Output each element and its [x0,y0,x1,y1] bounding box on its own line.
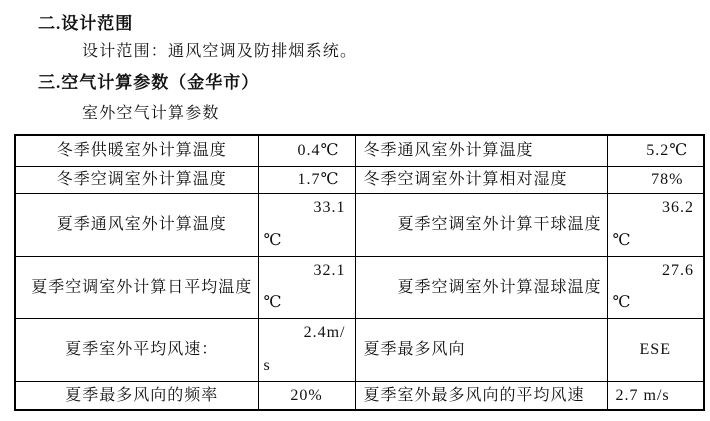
cell-text: 夏季空调室外计算湿球温度 [397,278,602,296]
cell-value-line: 36.2 [662,199,694,216]
table-cell [258,382,355,411]
cell-text: 冬季空调室外计算温度 [56,171,227,188]
cell-text: 冬季通风室外计算温度 [363,142,534,159]
table-cell [607,257,704,319]
cell-text: 冬季供暖室外计算温度 [56,142,227,159]
table-row [15,382,704,411]
cell-text: 夏季最多风向的频率 [65,386,219,404]
cell-text: 5.2℃ [646,142,689,159]
cell-value-line: ℃ [612,294,632,311]
table-cell [258,257,355,319]
outdoor-air-parameters-table [14,134,705,411]
table-row [15,194,704,257]
cell-value-line: 33.1 [313,199,346,216]
cell-text: 20% [290,386,323,404]
cell-value-line: s [263,357,271,374]
table-cell [607,135,704,167]
table-cell [355,319,607,382]
table-cell [15,135,258,167]
table-row [15,257,704,319]
table-row [15,135,704,167]
table-caption: 室外空气计算参数 [82,105,220,122]
cell-text: 2.7 m/s [615,386,670,404]
table-body [15,135,704,410]
table-cell [355,167,607,194]
cell-text: 夏季通风室外计算温度 [56,216,227,233]
cell-text: 1.7℃ [297,171,340,188]
cell-value-line: 27.6 [662,262,694,279]
table-cell [258,319,355,382]
cell-text: ESE [639,341,671,358]
table-cell [355,135,607,167]
table-cell [258,194,355,257]
cell-text: 78% [651,171,684,188]
cell-value-line: ℃ [263,294,283,311]
table-cell [607,319,704,382]
table-cell [607,167,704,194]
cell-value-line: ℃ [263,232,283,249]
table-cell [15,194,258,257]
cell-text: 夏季空调室外计算干球温度 [397,216,602,233]
table-cell [355,194,607,257]
cell-value-line: 32.1 [313,262,346,279]
section-heading-design-scope: 二.设计范围 [38,14,134,33]
table-cell [15,382,258,411]
table-row [15,319,704,382]
design-scope-text: 设计范围：通风空调及防排烟系统。 [82,43,358,60]
cell-value-line: ℃ [612,232,632,249]
table-row [15,167,704,194]
cell-value-line: 2.4m/ [303,324,346,341]
cell-text: 冬季空调室外计算相对湿度 [363,171,568,188]
cell-text: 夏季室外平均风速： [65,341,219,358]
table-cell [15,167,258,194]
table-cell [15,319,258,382]
cell-text: 夏季室外最多风向的平均风速 [363,386,585,404]
cell-text: 夏季空调室外计算日平均温度 [31,278,253,296]
table-cell [15,257,258,319]
table-cell [355,257,607,319]
table-cell [607,382,704,411]
table-cell [355,382,607,411]
table-cell [258,167,355,194]
table-cell [607,194,704,257]
cell-text: 夏季最多风向 [363,341,466,358]
table-cell [258,135,355,167]
cell-text: 0.4℃ [297,142,340,159]
section-heading-air-parameters: 三.空气计算参数（金华市） [38,73,260,92]
